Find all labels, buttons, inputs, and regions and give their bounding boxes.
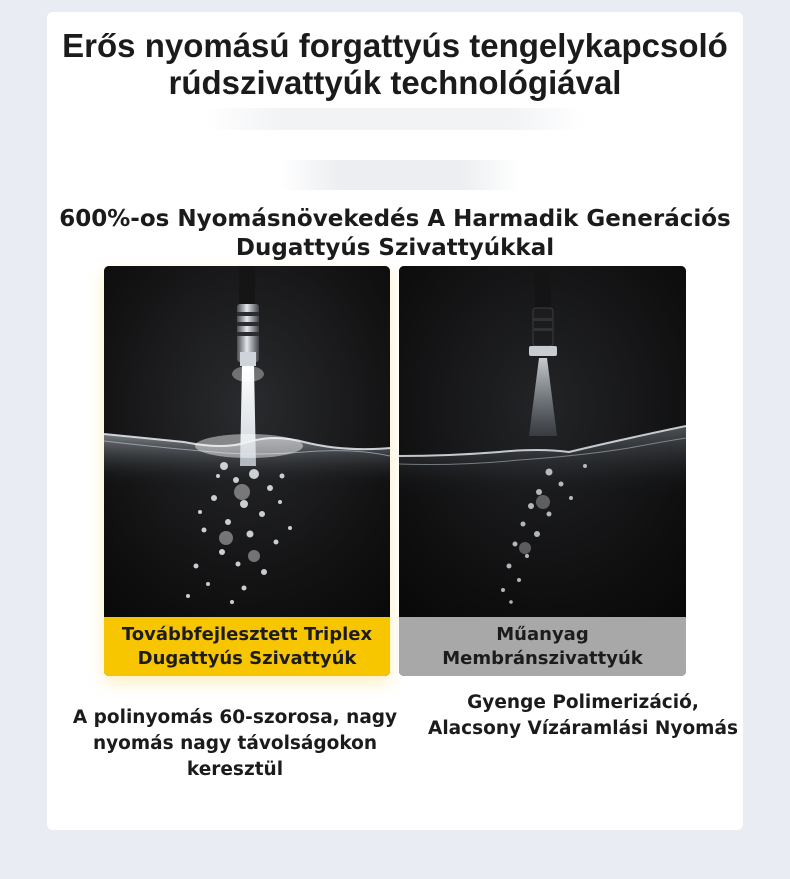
triplex-pump-caption-line-1: Továbbfejlesztett Triplex xyxy=(121,623,373,645)
membrane-pump-caption-line-1: Műanyag xyxy=(496,623,589,645)
triplex-pump-caption xyxy=(104,617,390,676)
membrane-pump-description-line-2: Alacsony Vízáramlási Nyomás xyxy=(428,718,738,739)
triplex-pump-description-line-3: keresztül xyxy=(186,759,284,780)
membrane-pump-panel xyxy=(399,266,686,676)
membrane-pump-photo xyxy=(399,266,686,617)
membrane-pump-caption xyxy=(399,617,686,676)
membrane-pump-description xyxy=(410,690,756,742)
triplex-pump-caption-line-2: Dugattyús Szivattyúk xyxy=(137,647,357,669)
page-title-line-1: Erős nyomású forgattyús tengelykapcsoló xyxy=(62,27,728,64)
comparison-subtitle-line-1: 600%-os Nyomásnövekedés A Harmadik Generációs xyxy=(59,206,731,232)
page-title xyxy=(0,27,790,101)
triplex-pump-description-line-1: A polinyomás 60-szorosa, nagy xyxy=(72,707,398,728)
triplex-pump-description-line-2: nyomás nagy távolságokon xyxy=(92,733,378,754)
faded-watermark-bar xyxy=(280,160,520,190)
comparison-subtitle-line-2: Dugattyús Szivattyúkkal xyxy=(235,235,555,261)
triplex-pump-description xyxy=(60,705,410,783)
membrane-pump-caption-line-2: Membránszivattyúk xyxy=(442,647,643,669)
membrane-pump-description-line-1: Gyenge Polimerizáció, xyxy=(467,692,699,713)
triplex-pump-photo xyxy=(104,266,390,617)
page-title-line-2: rúdszivattyúk technológiával xyxy=(168,64,622,101)
comparison-subtitle xyxy=(0,205,790,263)
triplex-pump-panel xyxy=(104,266,390,676)
faded-watermark-bar xyxy=(205,108,585,130)
